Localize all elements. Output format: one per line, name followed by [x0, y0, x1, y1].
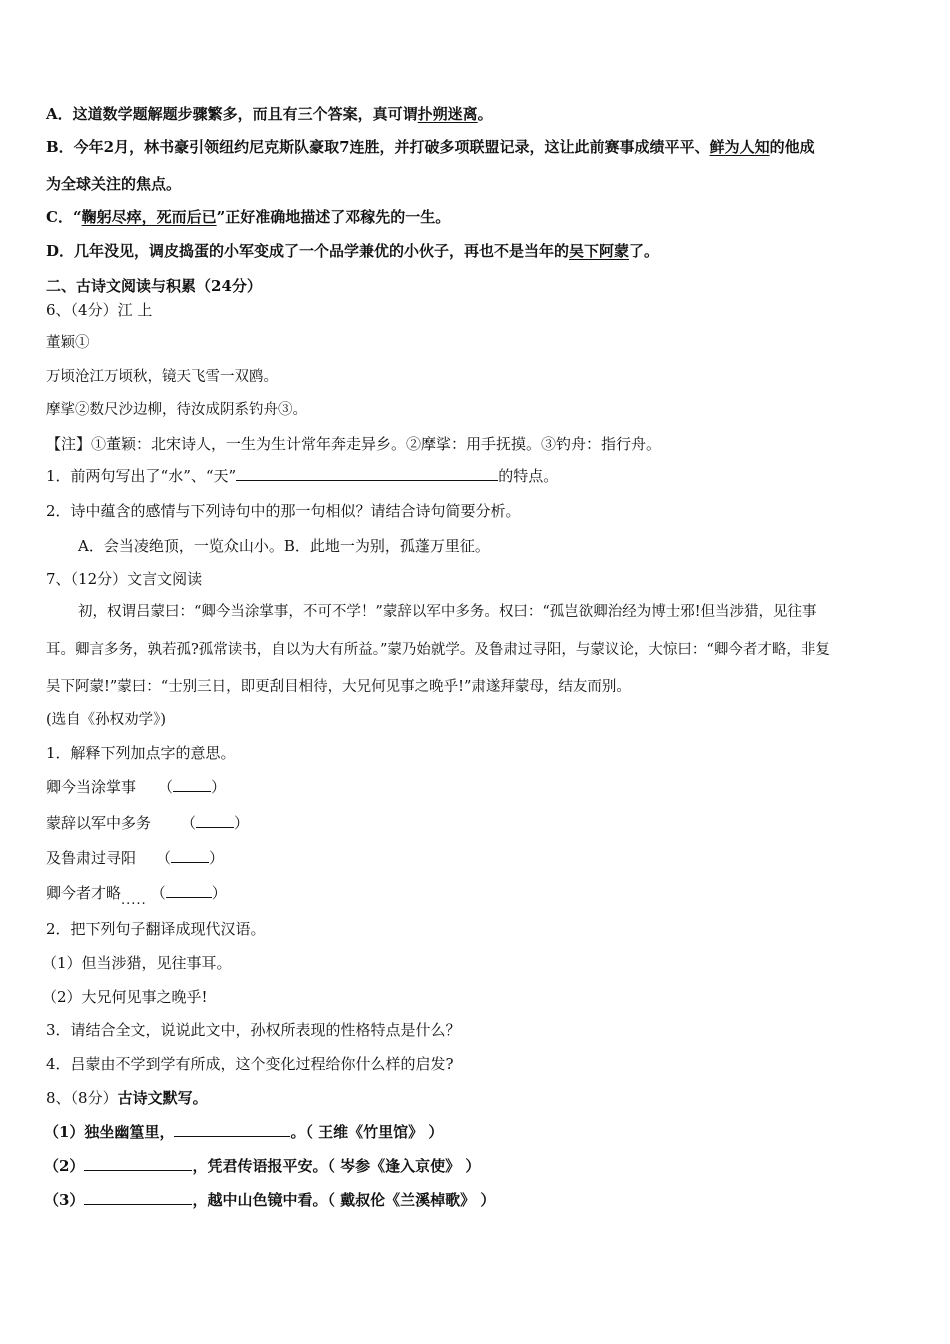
- option-d-underlined: 吴下阿蒙: [569, 242, 630, 260]
- q6-author: 董颖①: [46, 335, 90, 351]
- paren-close: ）: [209, 849, 225, 867]
- answer-blank[interactable]: [84, 1156, 192, 1171]
- option-b-line1: [46, 137, 815, 157]
- section-heading: 二、古诗文阅读与积累（24分）: [46, 277, 262, 295]
- q6-sub2: 2．诗中蕴含的感情与下列诗句中的那一句相似？请结合诗句简要分析。: [46, 502, 521, 520]
- emphasis-dots: .....: [121, 893, 147, 908]
- paren-open: （: [181, 814, 197, 832]
- q6-poem-line2: 摩挲②数尺沙边柳，待汝成阴系钓舟③。: [46, 402, 307, 418]
- option-c-underlined: 鞠躬尽瘁，死而后已: [81, 208, 217, 226]
- option-d-end: 了。: [629, 242, 660, 260]
- option-b-text: B．今年2月，林书豪引领纽约尼克斯队豪取7连胜，并打破多项联盟记录，这让此前赛事成绩平平、: [46, 138, 710, 156]
- option-b-underlined: 鲜为人知: [709, 138, 770, 156]
- paren-close: ）: [211, 778, 227, 796]
- q7-word4-text: 卿今者才略: [46, 884, 122, 902]
- answer-blank[interactable]: [84, 1190, 192, 1205]
- answer-blank[interactable]: [166, 883, 212, 898]
- q8-line2-end: ，凭君传语报平安。（ 岑参《逢入京使》 ）: [192, 1157, 481, 1175]
- q8-line2-text: （2）: [44, 1157, 85, 1175]
- q7-word3-text: 及鲁肃过寻阳: [46, 849, 137, 867]
- q6-heading: 6、（4分）江 上: [46, 301, 153, 319]
- paren-open: （: [150, 884, 166, 902]
- option-c-end: ”正好准确地描述了邓稼先的一生。: [216, 208, 451, 226]
- option-c: [46, 207, 450, 227]
- q8-line1-text: （1）独坐幽篁里，: [44, 1123, 175, 1141]
- q7-word2: [46, 813, 249, 833]
- q7-passage-line2: 耳。卿言多务，孰若孤?孤常读书，自以为大有所益。”蒙乃始就学。及鲁肃过寻阳，与蒙议论，大惊曰：“卿今者才略，非复: [46, 642, 830, 658]
- option-b-end: 的他成: [769, 138, 815, 156]
- paren-close: ）: [211, 884, 227, 902]
- q7-sub1: 1．解释下列加点字的意思。: [46, 744, 236, 762]
- q7-heading: 7、（12分）文言文阅读: [46, 570, 203, 588]
- q6-sub1-end: 的特点。: [498, 467, 559, 485]
- q8-heading-title: 古诗文默写。: [117, 1089, 208, 1107]
- option-a-end: 。: [477, 105, 493, 123]
- q7-passage-line3: 吴下阿蒙!”蒙曰：“士别三日，即更刮目相待，大兄何见事之晚乎!”肃遂拜蒙母，结友而别。: [46, 679, 631, 695]
- q7-sub2: 2．把下列句子翻译成现代汉语。: [46, 920, 266, 938]
- q8-line3: [44, 1190, 495, 1210]
- option-a-text: A．这道数学题解题步骤繁多，而且有三个答案，真可谓: [46, 105, 418, 123]
- paren-open: （: [156, 849, 172, 867]
- q8-line1-end: 。（ 王维《竹里馆》 ）: [290, 1123, 444, 1141]
- option-b-line2: 为全球关注的焦点。: [46, 175, 182, 193]
- q8-heading: [46, 1088, 208, 1108]
- q7-word4: [46, 883, 227, 908]
- q7-word2-text: 蒙辞以军中多务: [46, 814, 152, 832]
- q7-word1-text: 卿今当涂掌事: [46, 778, 137, 796]
- q7-sub4: 4．吕蒙由不学到学有所成，这个变化过程给你什么样的启发?: [46, 1055, 454, 1073]
- q7-word3: [46, 848, 224, 868]
- q8-line3-end: ，越中山色镜中看。（ 戴叔伦《兰溪棹歌》 ）: [192, 1191, 496, 1209]
- q8-line2: [44, 1156, 480, 1176]
- q6-sub2-options: A．会当凌绝顶，一览众山小。B．此地一为别，孤蓬万里征。: [78, 537, 490, 555]
- answer-blank[interactable]: [196, 813, 234, 828]
- q8-line1: [44, 1122, 443, 1142]
- q7-sub2-item1: （1）但当涉猎，见往事耳。: [42, 954, 232, 972]
- q7-source: (选自《孙权劝学》): [46, 712, 167, 728]
- q6-note: 【注】①董颖：北宋诗人，一生为生计常年奔走异乡。②摩挲：用手抚摸。③钓舟：指行舟。: [46, 435, 662, 453]
- paren-close: ）: [234, 814, 250, 832]
- answer-blank[interactable]: [171, 848, 209, 863]
- option-d-text: D．几年没见，调皮捣蛋的小军变成了一个品学兼优的小伙子，再也不是当年的: [46, 242, 570, 260]
- option-a: [46, 104, 493, 124]
- q7-passage-line1: 初，权谓吕蒙曰：“卿今当涂掌事，不可不学！”蒙辞以军中多务。权曰：“孤岂欲卿治经为博士邪!但当涉猎，见往事: [78, 604, 817, 620]
- answer-blank[interactable]: [236, 466, 498, 481]
- answer-blank[interactable]: [174, 1122, 290, 1137]
- q8-line3-text: （3）: [44, 1191, 85, 1209]
- q6-sub1-text: 1．前两句写出了“水”、“天”: [46, 467, 237, 485]
- q6-sub1: [46, 466, 558, 486]
- q6-poem-line1: 万顷沧江万顷秋，镜天飞雪一双鸥。: [46, 369, 278, 385]
- answer-blank[interactable]: [173, 777, 211, 792]
- q7-sub3: 3．请结合全文，说说此文中，孙权所表现的性格特点是什么？: [46, 1021, 461, 1039]
- option-a-underlined: 扑朔迷离: [417, 105, 478, 123]
- q8-heading-score: 8、（8分）: [46, 1089, 118, 1107]
- option-d: [46, 241, 659, 261]
- option-c-text: C．“: [46, 208, 82, 226]
- q7-sub2-item2: （2）大兄何见事之晚乎!: [42, 988, 208, 1006]
- q7-word1: [46, 777, 226, 797]
- paren-open: （: [158, 778, 174, 796]
